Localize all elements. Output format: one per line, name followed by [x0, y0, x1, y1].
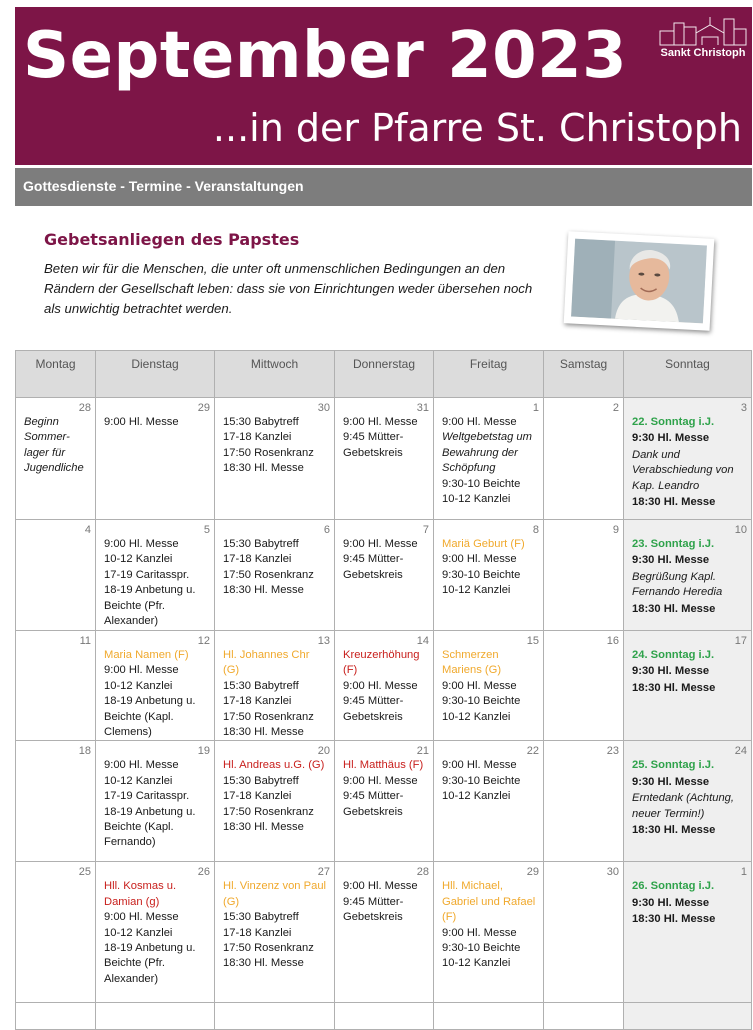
day-cell [335, 741, 434, 862]
event-line: 17:50 Rosenkranz [223, 446, 314, 459]
event-line: 9:00 Hl. Messe [343, 679, 418, 692]
day-cell [624, 862, 752, 1003]
sub-header-text: Gottesdienste - Termine - Veranstaltungen [23, 178, 304, 194]
event-line: 17-18 Kanzlei [223, 431, 292, 444]
week-row [16, 862, 752, 1003]
day-number: 27 [317, 866, 330, 879]
event-line: 15:30 Babytreff [223, 774, 299, 787]
day-number: 25 [78, 866, 91, 879]
day-number: 31 [416, 402, 429, 414]
event-line: 10-12 Kanzlei [442, 710, 511, 723]
day-cell [624, 631, 752, 741]
day-number: 15 [526, 635, 539, 647]
day-cell [544, 520, 624, 631]
event-line: 9:30 Hl. Messe [632, 432, 710, 445]
day-number: 6 [323, 524, 330, 536]
event-line: 9:00 Hl. Messe [104, 538, 179, 550]
event-line: 9:00 Hl. Messe [442, 926, 517, 939]
day-cell [434, 862, 544, 1003]
event-line: 18:30 Hl. Messe [223, 584, 304, 597]
event-line: 10-12 Kanzlei [104, 774, 173, 787]
week-row [16, 631, 752, 741]
event-line: 10-12 Kanzlei [442, 493, 511, 506]
event-line: 10-12 Kanzlei [104, 926, 173, 939]
day-cell [335, 631, 434, 741]
event-line: 17:50 Rosenkranz [223, 568, 314, 581]
event-line: Mariä Geburt (F) [442, 538, 525, 550]
weekday-header: Freitag [434, 351, 544, 398]
day-cell [335, 1003, 434, 1030]
day-number: 24 [734, 745, 747, 758]
day-cell [544, 741, 624, 862]
day-number: 14 [416, 635, 429, 647]
day-number: 8 [532, 524, 539, 536]
week-row [16, 398, 752, 520]
day-cell [16, 398, 96, 520]
event-line: 9:00 Hl. Messe [442, 679, 517, 692]
day-number: 12 [197, 635, 210, 647]
day-cell [335, 520, 434, 631]
church-outline-icon [658, 13, 748, 47]
event-line: 17:50 Rosenkranz [223, 805, 314, 818]
weekday-header: Dienstag [96, 351, 215, 398]
event-line: 10-12 Kanzlei [104, 553, 173, 566]
event-line: 9:45 Mütter-Gebetskreis [343, 553, 404, 581]
pope-photo [564, 231, 715, 331]
event-line: 18:30 Hl. Messe [223, 821, 304, 834]
event-line: Maria Namen (F) [104, 649, 189, 661]
day-number: 21 [416, 745, 429, 758]
day-number: 5 [203, 524, 210, 536]
event-line: 10-12 Kanzlei [442, 584, 511, 597]
day-number: 11 [79, 635, 91, 647]
event-line: 26. Sonntag i.J. [632, 880, 715, 893]
event-line: 18:30 Hl. Messe [632, 602, 716, 615]
event-line: Hl. Vinzenz von Paul (G) [223, 880, 327, 908]
day-number: 23 [606, 745, 619, 758]
calendar-table [15, 350, 752, 1030]
day-cell [96, 398, 215, 520]
event-line: 18-19 Anbetung u. Beichte (Pfr. Alexander) [104, 942, 196, 985]
event-line: Hll. Michael, Gabriel und Rafael (F) [442, 880, 536, 924]
day-cell [96, 1003, 215, 1030]
event-line: 18-19 Anbetung u. Beichte (Pfr. Alexander) [104, 584, 196, 628]
day-cell [16, 520, 96, 631]
event-line: 18:30 Hl. Messe [632, 913, 716, 926]
event-line: 18:30 Hl. Messe [632, 496, 716, 509]
event-line: Kreuzerhöhung (F) [343, 649, 420, 677]
day-cell [215, 520, 335, 631]
event-line: 9:00 Hl. Messe [343, 538, 418, 550]
day-cell [624, 520, 752, 631]
event-line: Hl. Matthäus (F) [343, 759, 424, 772]
event-line: 10-12 Kanzlei [442, 957, 511, 970]
weekday-header: Sonntag [624, 351, 752, 398]
day-cell [16, 1003, 96, 1030]
day-cell [624, 1003, 752, 1030]
page-subtitle: ...in der Pfarre St. Christoph [212, 106, 742, 150]
event-line: 9:45 Mütter-Gebetskreis [343, 790, 404, 818]
day-number: 28 [416, 866, 429, 879]
event-line: 17-18 Kanzlei [223, 790, 292, 803]
day-cell [434, 631, 544, 741]
day-cell [434, 741, 544, 862]
event-line: 9:00 Hl. Messe [104, 911, 179, 924]
event-line: 15:30 Babytreff [223, 911, 299, 924]
event-line: Erntedank (Achtung, neuer Termin!) [632, 792, 734, 820]
day-cell [544, 1003, 624, 1030]
event-line: Hl. Johannes Chr (G) [223, 649, 310, 677]
day-cell [215, 398, 335, 520]
weekday-header: Mittwoch [215, 351, 335, 398]
intention-text: Beten wir für die Menschen, die unter oft unmenschlichen Bedingungen an den Rändern der Gesellschaft leben: dass sie von Einrichtungen weder übersehen noch als unwichtig betrachtet werden. [44, 261, 533, 316]
event-line: 17-19 Caritasspr. [104, 790, 190, 803]
event-line: 10-12 Kanzlei [442, 790, 511, 803]
day-cell [434, 1003, 544, 1030]
event-line: 18:30 Hl. Messe [223, 957, 304, 970]
week-row [16, 1003, 752, 1030]
day-cell [215, 862, 335, 1003]
event-line: 9:30 Hl. Messe [632, 554, 710, 567]
day-cell [215, 631, 335, 741]
day-cell [96, 520, 215, 631]
day-cell [16, 741, 96, 862]
weekday-header: Samstag [544, 351, 624, 398]
event-line: 9:00 Hl. Messe [442, 553, 517, 566]
event-line: 15:30 Babytreff [223, 416, 299, 428]
event-line: 18:30 Hl. Messe [223, 726, 304, 739]
day-number: 13 [317, 635, 330, 647]
day-number: 22 [526, 745, 539, 758]
event-line: 9:45 Mütter-Gebetskreis [343, 895, 404, 924]
day-cell [544, 398, 624, 520]
event-line: Beginn Sommer-lager für Jugendliche [24, 416, 84, 475]
day-cell [215, 1003, 335, 1030]
logo-text: Sankt Christoph [660, 47, 746, 59]
event-line: 9:00 Hl. Messe [442, 759, 517, 772]
event-line: 9:30-10 Beichte [442, 774, 521, 787]
day-number: 29 [197, 402, 210, 414]
event-line: 17:50 Rosenkranz [223, 942, 314, 955]
day-number: 4 [84, 524, 91, 536]
day-number: 3 [740, 402, 747, 414]
event-line: 17:50 Rosenkranz [223, 710, 314, 723]
day-cell [544, 631, 624, 741]
day-number: 28 [78, 402, 91, 414]
day-cell [624, 398, 752, 520]
event-line: 9:30-10 Beichte [442, 477, 521, 490]
event-line: Hll. Kosmas u. Damian (g) [104, 880, 177, 908]
weekday-header: Montag [16, 351, 96, 398]
parish-logo [658, 13, 748, 67]
event-line: 9:30 Hl. Messe [632, 665, 710, 678]
event-line: 9:30-10 Beichte [442, 568, 521, 581]
event-line: 9:00 Hl. Messe [104, 759, 179, 772]
event-line: 17-18 Kanzlei [223, 695, 292, 708]
event-line: 9:45 Mütter-Gebetskreis [343, 431, 404, 459]
day-cell [434, 520, 544, 631]
day-cell [215, 741, 335, 862]
header-banner [15, 7, 752, 165]
day-cell [434, 398, 544, 520]
intention-heading: Gebetsanliegen des Papstes [44, 230, 300, 249]
day-cell [16, 631, 96, 741]
event-line: 9:45 Mütter-Gebetskreis [343, 695, 404, 723]
day-cell [335, 862, 434, 1003]
day-number: 30 [317, 402, 330, 414]
day-number: 1 [740, 866, 747, 879]
sub-header-bar [15, 168, 752, 206]
event-line: 24. Sonntag i.J. [632, 649, 715, 661]
day-cell [16, 862, 96, 1003]
event-line: 15:30 Babytreff [223, 538, 299, 550]
week-row [16, 741, 752, 862]
event-line: 18-19 Anbetung u. Beichte (Kapl. Clemens) [104, 695, 196, 739]
week-row [16, 520, 752, 631]
event-line: 9:00 Hl. Messe [343, 774, 418, 787]
event-line: 23. Sonntag i.J. [632, 538, 715, 550]
event-line: Hl. Andreas u.G. (G) [223, 759, 325, 772]
day-number: 29 [526, 866, 539, 879]
event-line: Schmerzen Mariens (G) [442, 649, 502, 677]
event-line: 18-19 Anbetung u. Beichte (Kapl. Fernando) [104, 805, 196, 849]
event-line: 25. Sonntag i.J. [632, 759, 715, 772]
event-line: 9:00 Hl. Messe [343, 416, 418, 428]
event-line: 15:30 Babytreff [223, 679, 299, 692]
event-line: 9:30 Hl. Messe [632, 775, 710, 788]
day-number: 1 [532, 402, 539, 414]
day-number: 7 [422, 524, 429, 536]
day-number: 26 [197, 866, 210, 879]
day-cell [624, 741, 752, 862]
event-line: Weltgebetstag um Bewahrung der Schöpfung [442, 431, 532, 475]
event-line: 22. Sonntag i.J. [632, 416, 715, 428]
event-line: 18:30 Hl. Messe [632, 681, 716, 694]
day-number: 20 [317, 745, 330, 758]
event-line: 18:30 Hl. Messe [223, 462, 304, 475]
weekday-header-row [16, 351, 752, 398]
day-number: 10 [734, 524, 747, 536]
event-line: 18:30 Hl. Messe [632, 824, 716, 837]
event-line: 9:00 Hl. Messe [104, 416, 179, 428]
page-title: September 2023 [23, 19, 628, 93]
event-line: 9:30 Hl. Messe [632, 896, 710, 909]
event-line: 17-19 Caritasspr. [104, 568, 190, 581]
event-line: 9:00 Hl. Messe [104, 664, 179, 677]
day-cell [96, 741, 215, 862]
event-line: 10-12 Kanzlei [104, 679, 173, 692]
event-line: 9:30-10 Beichte [442, 942, 521, 955]
day-cell [335, 398, 434, 520]
event-line: 17-18 Kanzlei [223, 553, 292, 566]
day-cell [544, 862, 624, 1003]
event-line: 17-18 Kanzlei [223, 926, 292, 939]
day-number: 2 [612, 402, 619, 414]
event-line: 9:00 Hl. Messe [343, 880, 418, 893]
day-number: 9 [612, 524, 619, 536]
event-line: Begrüßung Kapl. Fernando Heredia [632, 570, 723, 599]
event-line: 9:30-10 Beichte [442, 695, 521, 708]
pope-portrait-icon [571, 239, 707, 324]
day-number: 18 [78, 745, 91, 758]
day-number: 30 [606, 866, 619, 879]
day-number: 16 [606, 635, 619, 647]
day-number: 17 [734, 635, 747, 647]
event-line: 9:00 Hl. Messe [442, 416, 517, 428]
day-number: 19 [197, 745, 210, 758]
day-cell [96, 862, 215, 1003]
weekday-header: Donnerstag [335, 351, 434, 398]
day-cell [96, 631, 215, 741]
event-line: Dank und Verabschiedung von Kap. Leandro [632, 448, 734, 492]
